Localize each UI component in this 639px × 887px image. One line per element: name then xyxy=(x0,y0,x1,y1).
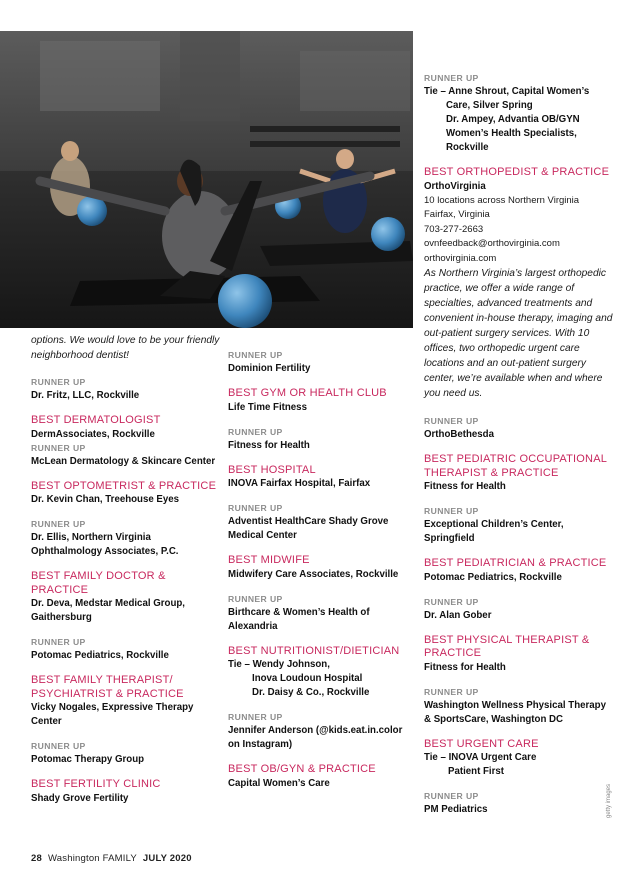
award-entry xyxy=(31,778,221,806)
lead-text: options. We would love to be your friendly neighborhood dentist! xyxy=(31,335,220,361)
runner-up-name: Care, Silver Spring xyxy=(446,100,533,111)
runner-up-name: Dr. Ampey, Advantia OB/GYN xyxy=(446,114,580,125)
runner-up-label: RUNNER UP xyxy=(424,416,479,426)
award-entry-ortho xyxy=(424,166,614,401)
category-title: BEST PHYSICAL THERAPIST & PRACTICE xyxy=(424,633,590,659)
winner-name: Potomac Pediatrics, Rockville xyxy=(424,571,562,583)
winner-name: Fitness for Health xyxy=(424,481,506,492)
runner-up-name: Dominion Fertility xyxy=(228,363,311,374)
middle-column xyxy=(228,349,413,791)
runner-up-label: RUNNER UP xyxy=(228,503,283,513)
winner-name: Vicky Nogales, Expressive Therapy Center xyxy=(31,702,194,727)
award-entry xyxy=(424,415,614,442)
award-entry xyxy=(228,554,413,582)
runner-up-name: Washington Wellness Physical Therapy & SportsCare, Washington DC xyxy=(424,699,606,725)
page-footer xyxy=(31,853,192,864)
winner-name: INOVA Fairfax Hospital, Fairfax xyxy=(228,478,371,489)
runner-up-name: McLean Dermatology & Skincare Center xyxy=(31,455,216,467)
award-entry xyxy=(424,634,614,675)
category-title: BEST FERTILITY CLINIC xyxy=(31,778,161,790)
runner-up-label: RUNNER UP xyxy=(31,637,86,647)
runner-up-name: Dr. Ellis, Northern Virginia Ophthalmology Associates, P.C. xyxy=(31,532,179,557)
runner-up-label: RUNNER UP xyxy=(31,442,86,453)
winner-name: Dr. Kevin Chan, Treehouse Eyes xyxy=(31,494,180,505)
winner-name: Capital Women’s Care xyxy=(228,777,330,789)
phone-text: 703-277-2663 xyxy=(424,223,484,235)
category-title: BEST MIDWIFE xyxy=(228,554,310,566)
ortho-description: As Northern Virginia’s largest orthopedic practice, we offer a wide range of specialties, advanced treatments and convenient in-house therapy, imaging and out-patient surgery services. With 10 offices, two orthopedic urgent care locations and an out-patient surgery center, we’re available when and where you need us. xyxy=(424,268,613,399)
award-entry xyxy=(31,518,221,559)
award-entry xyxy=(424,72,614,155)
runner-up-name: Exceptional Children’s Center, Springfield xyxy=(424,519,564,544)
award-entry xyxy=(31,414,221,469)
issue-date: JULY 2020 xyxy=(142,853,192,864)
winner-name: Midwifery Care Associates, Rockville xyxy=(228,568,399,580)
runner-up-name: Women’s Health Specialists, xyxy=(446,128,577,139)
winner-name: Tie – Wendy Johnson, xyxy=(228,659,330,670)
winner-name: Fitness for Health xyxy=(424,661,506,673)
category-title: BEST URGENT CARE xyxy=(424,737,539,750)
award-entry xyxy=(228,349,413,376)
winner-name: Life Time Fitness xyxy=(228,401,307,413)
runner-up-label: RUNNER UP xyxy=(31,377,86,387)
award-entry xyxy=(31,674,221,729)
winner-name: Patient First xyxy=(448,766,504,777)
award-entry xyxy=(31,636,221,663)
winner-name: Inova Loudoun Hospital xyxy=(252,673,363,684)
runner-up-name: Birthcare & Women’s Health of Alexandria xyxy=(228,606,370,632)
award-entry xyxy=(424,505,614,546)
runner-up-label: RUNNER UP xyxy=(228,593,283,604)
category-title: BEST PEDIATRICIAN & PRACTICE xyxy=(424,557,607,569)
award-entry xyxy=(31,570,221,625)
runner-up-label: RUNNER UP xyxy=(31,519,86,529)
category-title: BEST OB/GYN & PRACTICE xyxy=(228,763,376,775)
city-text: Fairfax, Virginia xyxy=(424,209,490,220)
winner-name: Shady Grove Fertility xyxy=(31,792,129,804)
award-entry xyxy=(424,738,614,780)
runner-up-name: Potomac Pediatrics, Rockville xyxy=(31,650,169,661)
fitness-class-photo xyxy=(0,31,413,328)
right-column xyxy=(424,72,614,817)
runner-up-name: Adventist HealthCare Shady Grove Medical Center xyxy=(228,516,389,541)
runner-up-name: Dr. Fritz, LLC, Rockville xyxy=(31,390,140,401)
runner-up-name: PM Pediatrics xyxy=(424,804,488,815)
award-entry xyxy=(228,502,413,543)
photo-illustration xyxy=(0,31,413,328)
location-text: 10 locations across Northern Virginia xyxy=(424,194,580,206)
runner-up-label: RUNNER UP xyxy=(31,741,86,751)
award-entry xyxy=(228,464,413,492)
runner-up-label: RUNNER UP xyxy=(424,73,479,83)
award-entry xyxy=(228,387,413,415)
runner-up-label: RUNNER UP xyxy=(228,350,283,360)
award-entry xyxy=(424,557,614,585)
award-entry xyxy=(31,740,221,767)
award-entry xyxy=(228,645,413,701)
runner-up-name: Dr. Alan Gober xyxy=(424,609,492,621)
award-entry xyxy=(31,480,221,508)
left-column xyxy=(31,333,221,806)
runner-up-name: Rockville xyxy=(446,142,489,153)
award-entry xyxy=(424,596,614,623)
email-text: ovnfeedback@orthovirginia.com xyxy=(424,238,560,249)
runner-up-label: RUNNER UP xyxy=(424,686,479,697)
runner-up-name: Fitness for Health xyxy=(228,439,310,451)
runner-up-label: RUNNER UP xyxy=(424,791,479,801)
award-entry xyxy=(424,686,614,727)
category-title: BEST FAMILY THERAPIST/ PSYCHIATRIST & PRACTICE xyxy=(31,674,184,700)
runner-up-name: OrthoBethesda xyxy=(424,429,494,440)
winner-name: Dr. Deva, Medstar Medical Group, Gaithersburg xyxy=(31,598,185,623)
page-number: 28 xyxy=(31,853,42,864)
runner-up-label: RUNNER UP xyxy=(424,596,479,607)
award-entry xyxy=(228,711,413,752)
publication-name: Washington FAMILY xyxy=(47,853,137,864)
award-entry xyxy=(228,763,413,791)
category-title: BEST GYM OR HEALTH CLUB xyxy=(228,387,387,399)
winner-name: OrthoVirginia xyxy=(424,180,486,192)
photo-credit: getty images xyxy=(606,783,612,818)
website-text: orthovirginia.com xyxy=(424,252,497,264)
runner-up-label: RUNNER UP xyxy=(228,426,283,437)
category-title: BEST DERMATOLOGIST xyxy=(31,414,161,426)
winner-name: Dr. Daisy & Co., Rockville xyxy=(252,687,370,698)
category-title: BEST OPTOMETRIST & PRACTICE xyxy=(31,479,217,492)
category-title: BEST ORTHOPEDIST & PRACTICE xyxy=(424,166,610,178)
category-title: BEST HOSPITAL xyxy=(228,463,316,476)
runner-up-name: Jennifer Anderson (@kids.eat.in.color on Instagram) xyxy=(228,725,403,750)
category-title: BEST FAMILY DOCTOR & PRACTICE xyxy=(31,570,166,596)
award-entry xyxy=(424,790,614,817)
category-title: BEST NUTRITIONIST/DIETICIAN xyxy=(228,644,400,657)
runner-up-label: RUNNER UP xyxy=(424,506,479,516)
award-entry xyxy=(228,426,413,453)
runner-up-name: Tie – Anne Shrout, Capital Women’s xyxy=(424,86,590,97)
award-entry xyxy=(424,453,614,494)
award-entry xyxy=(228,593,413,634)
award-entry xyxy=(31,376,221,403)
winner-name: Tie – INOVA Urgent Care xyxy=(424,752,537,763)
runner-up-name: Potomac Therapy Group xyxy=(31,754,145,765)
category-title: BEST PEDIATRIC OCCUPATIONAL THERAPIST & PRACTICE xyxy=(424,453,607,479)
runner-up-label: RUNNER UP xyxy=(228,712,283,722)
winner-name: DermAssociates, Rockville xyxy=(31,428,155,440)
